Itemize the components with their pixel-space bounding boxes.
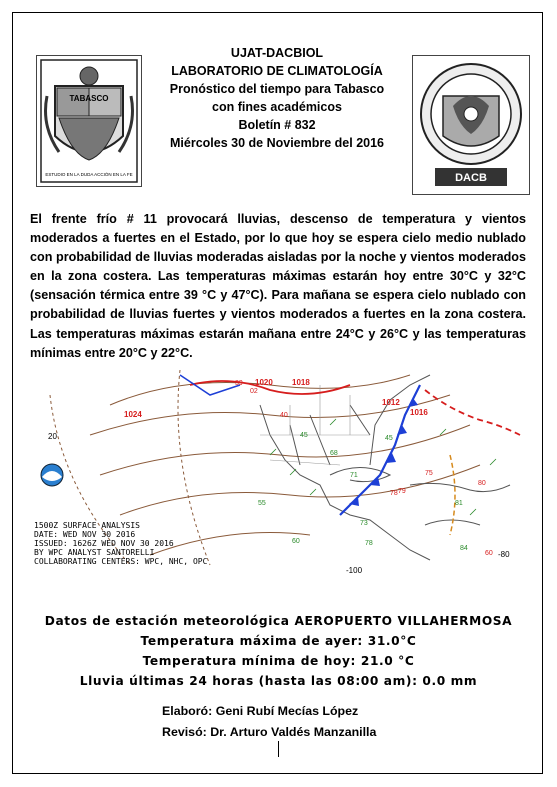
pressure-label: 1016 (410, 408, 428, 417)
pressure-label: 1018 (292, 378, 310, 387)
map-caption-line4: BY WPC ANALYST SANTORELLI (34, 548, 155, 557)
pressure-label: 1020 (255, 378, 273, 387)
lat-label-20: 20 (48, 432, 57, 441)
bulletin-header (150, 44, 404, 152)
header-purpose-2: con fines académicos (212, 100, 342, 114)
header-purpose: Pronóstico del tiempo para Tabasco (169, 82, 385, 96)
map-caption-line3: ISSUED: 1626Z WED NOV 30 2016 (34, 539, 174, 548)
station-value: 80 (478, 480, 486, 487)
header-lab: LABORATORIO DE CLIMATOLOGÍA (171, 64, 383, 78)
map-caption (34, 521, 208, 566)
header-institution: UJAT-DACBIOL (230, 46, 324, 60)
station-value: 75 (425, 470, 433, 477)
borders (260, 385, 370, 465)
station-values (235, 380, 493, 557)
station-value: 39 (235, 380, 243, 387)
station-value: 71 (350, 472, 358, 479)
station-value: 81 (455, 500, 463, 507)
dacb-logo (412, 55, 530, 195)
bulletin-number: Boletín # 832 (238, 118, 316, 132)
station-value: 78 (365, 540, 373, 547)
station-value: 60 (485, 550, 493, 557)
station-value: 78 (390, 490, 398, 497)
trough-line (450, 455, 455, 535)
min-temperature: Temperatura mínima de hoy: 21.0 °C (142, 654, 415, 668)
forecast-paragraph: El frente frío # 11 provocará lluvias, descenso de temperatura y vientos moderados a fuertes en el Estado, por lo que hoy se espera cielo medio nublado con probabilidad de lluvias moderadas aisladas por la noche y vientos moderados en la zona costera. Las temperaturas máximas estarán hoy entre 30°C y 32°C (sensación térmica entre 39 °C y 47°C). Para mañana se espera cielo nublado con probabilidad de lluvias fuertes y vientos moderados a fuertes en la zona costera. Las temperaturas máximas estarán mañana entre 24°C y 26°C y las temperaturas mínimas entre 20°C y 22°C. (30, 212, 526, 360)
map-caption-line5: COLLABORATING CENTERS: WPC, NHC, OPC (34, 557, 208, 566)
text-cursor (278, 741, 279, 757)
dacb-logo-text: DACB (455, 172, 487, 184)
ujat-logo-motto: ESTUDIO EN LA DUDA ACCIÓN EN LA FE (45, 172, 133, 177)
cold-front (340, 385, 420, 515)
noaa-logo (41, 464, 63, 486)
ujat-logo (36, 55, 142, 187)
pressure-label: 1024 (124, 410, 142, 419)
station-value: 73 (360, 520, 368, 527)
station-data (18, 611, 539, 691)
bulletin-date: Miércoles 30 de Noviembre del 2016 (170, 136, 384, 150)
station-value: 40 (280, 412, 288, 419)
warm-front (190, 381, 520, 435)
station-title: Datos de estación meteorológica AEROPUERTO VILLAHERMOSA (44, 614, 513, 628)
station-value: 45 (385, 435, 393, 442)
map-caption-line1: 1500Z SURFACE ANALYSIS (34, 521, 140, 530)
credits (162, 701, 376, 743)
reviewed-by: Revisó: Dr. Arturo Valdés Manzanilla (162, 725, 377, 739)
station-value: 84 (460, 545, 468, 552)
surface-analysis-map (30, 365, 527, 575)
prepared-by: Elaboró: Geni Rubí Mecías López (162, 704, 359, 718)
station-value: 68 (330, 450, 338, 457)
station-value: 60 (292, 538, 300, 545)
map-caption-line2: DATE: WED NOV 30 2016 (34, 530, 136, 539)
max-temperature: Temperatura máxima de ayer: 31.0°C (140, 634, 417, 648)
ujat-logo-tabasco-text: TABASCO (69, 94, 109, 103)
pressure-label: 1012 (382, 398, 400, 407)
lon-label-minus80: -80 (498, 550, 510, 559)
station-value: 55 (258, 500, 266, 507)
lon-label-minus100: -100 (346, 566, 363, 575)
station-value: 45 (300, 432, 308, 439)
rainfall-24h: Lluvia últimas 24 horas (hasta las 08:00 am): 0.0 mm (79, 674, 478, 688)
station-value: 02 (250, 388, 258, 395)
station-value: 79 (398, 488, 406, 495)
